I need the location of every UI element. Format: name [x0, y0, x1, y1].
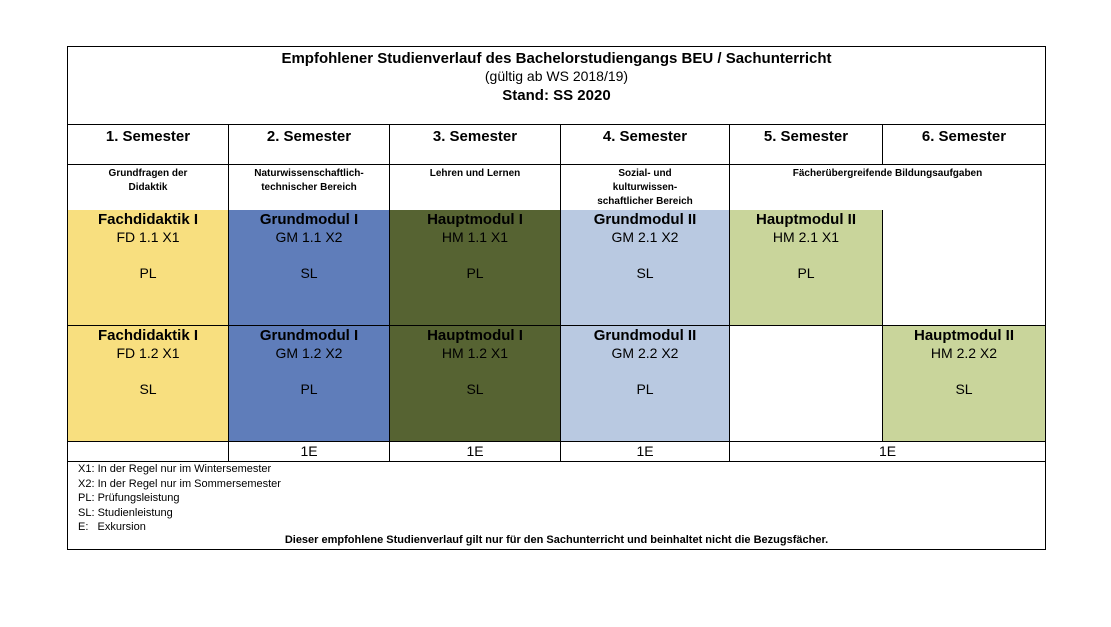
- area-teaching: [389, 165, 560, 210]
- semester-6-header: 6. Semester: [882, 125, 1045, 165]
- study-plan-table: [67, 46, 1046, 550]
- module-name: Hauptmodul II: [914, 327, 1014, 344]
- module-name: Hauptmodul I: [427, 327, 523, 344]
- legend-item: X1: In der Regel nur im Wintersemester: [78, 463, 272, 475]
- module-type: PL: [797, 265, 815, 281]
- module-code: GM 2.1 X2: [611, 229, 679, 245]
- area-label: Fächerübergreifende Bildungsaufgaben: [792, 168, 983, 179]
- module-name: Grundmodul I: [259, 211, 359, 228]
- semester-2-header: 2. Semester: [228, 125, 389, 165]
- module-gm-2-1: [560, 210, 729, 326]
- module-code: GM 2.2 X2: [611, 345, 679, 361]
- plan-status: Stand: SS 2020: [502, 87, 611, 104]
- module-gm-1-1: [228, 210, 389, 326]
- module-type: SL: [955, 381, 973, 397]
- module-name: Grundmodul II: [593, 327, 697, 344]
- module-name: Fachdidaktik I: [97, 211, 199, 228]
- area-science: [228, 165, 389, 210]
- semester-1-header: 1. Semester: [68, 125, 228, 165]
- excursion-cell-sem1: [68, 441, 228, 462]
- module-type: PL: [300, 381, 318, 397]
- plan-title: Empfohlener Studienverlauf des Bachelorstudiengangs BEU / Sachunterricht: [281, 50, 832, 67]
- module-code: HM 2.2 X2: [930, 345, 998, 361]
- area-label: Naturwissenschaftlich-technischer Bereich: [254, 168, 364, 193]
- semester-4-header: 4. Semester: [560, 125, 729, 165]
- module-type: SL: [300, 265, 318, 281]
- semester-5-header: 5. Semester: [729, 125, 882, 165]
- table-header: [68, 47, 1045, 125]
- area-didactics: [68, 165, 228, 210]
- area-label: Lehren und Lernen: [429, 168, 521, 179]
- area-label: Sozial- und kulturwissen-schaftlicher Bereich: [597, 168, 693, 207]
- excursion-cell-sem3: 1E: [389, 441, 560, 462]
- module-name: Grundmodul II: [593, 211, 697, 228]
- module-gm-1-2: [228, 325, 389, 442]
- plan-validity: (gültig ab WS 2018/19): [484, 68, 629, 84]
- module-gm-2-2: [560, 325, 729, 442]
- area-interdisciplinary: [729, 165, 1045, 210]
- excursion-cell-sem2: 1E: [228, 441, 389, 462]
- module-name: Hauptmodul I: [427, 211, 523, 228]
- footnote: Dieser empfohlene Studienverlauf gilt nur für den Sachunterricht und beinhaltet nicht die Bezugsfächer.: [284, 534, 829, 546]
- module-code: FD 1.2 X1: [116, 345, 180, 361]
- module-code: GM 1.2 X2: [275, 345, 343, 361]
- empty-cell-sem6-row1: [882, 210, 1045, 326]
- module-type: SL: [139, 381, 157, 397]
- module-fd-1-2: [68, 325, 228, 442]
- module-code: GM 1.1 X2: [275, 229, 343, 245]
- excursion-cell-sem4: 1E: [560, 441, 729, 462]
- module-code: HM 1.1 X1: [441, 229, 509, 245]
- area-social: [560, 165, 729, 210]
- module-hm-2-1: [729, 210, 882, 326]
- empty-cell-sem5-row2: [729, 325, 882, 442]
- module-type: PL: [466, 265, 484, 281]
- module-hm-1-1: [389, 210, 560, 326]
- module-name: Hauptmodul II: [756, 211, 856, 228]
- legend-item: SL: Studienleistung: [78, 506, 173, 519]
- module-name: Fachdidaktik I: [97, 327, 199, 344]
- module-type: PL: [636, 381, 654, 397]
- legend-item: E: Exkursion: [78, 521, 146, 534]
- legend: [78, 462, 281, 535]
- module-type: PL: [139, 265, 157, 281]
- area-label: Grundfragen der Didaktik: [108, 168, 188, 193]
- legend-item: X2: In der Regel nur im Sommersemester: [78, 477, 281, 490]
- module-code: HM 2.1 X1: [772, 229, 840, 245]
- module-type: SL: [636, 265, 654, 281]
- module-code: HM 1.2 X1: [441, 345, 509, 361]
- module-hm-1-2: [389, 325, 560, 442]
- module-fd-1-1: [68, 210, 228, 326]
- legend-item: PL: Prüfungsleistung: [78, 492, 180, 505]
- module-code: FD 1.1 X1: [116, 229, 180, 245]
- module-name: Grundmodul I: [259, 327, 359, 344]
- module-hm-2-2: [882, 325, 1045, 442]
- excursion-cell-sem5-6: 1E: [729, 441, 1045, 462]
- semester-3-header: 3. Semester: [389, 125, 560, 165]
- module-type: SL: [466, 381, 484, 397]
